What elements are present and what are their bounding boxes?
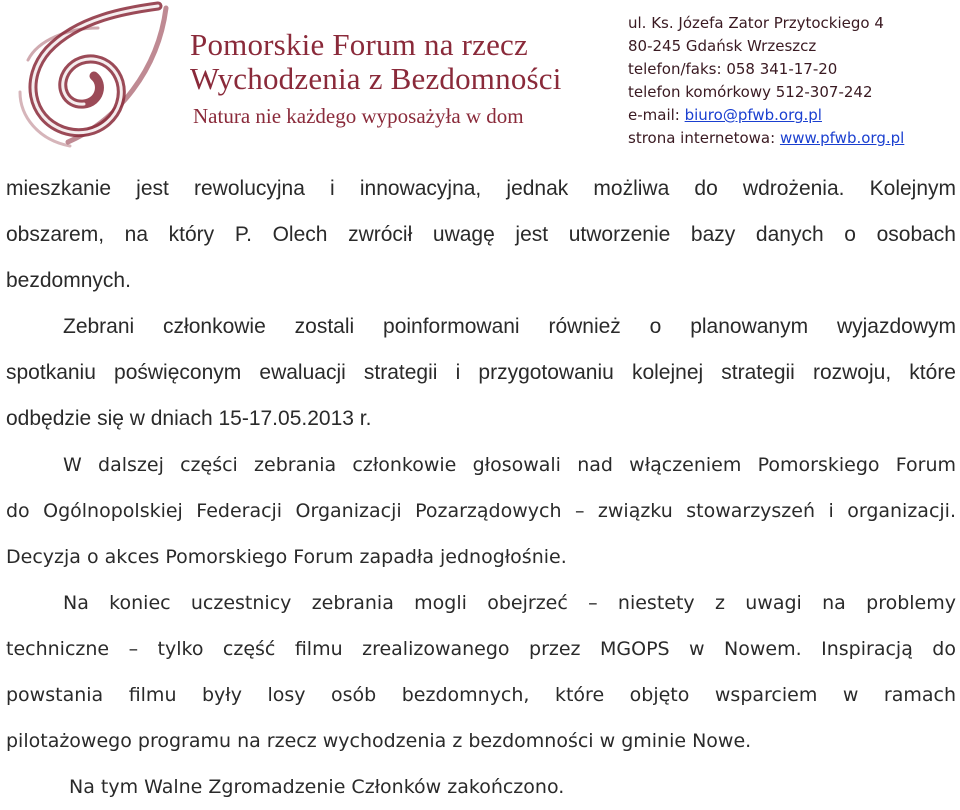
paragraph-line: mieszkanie jest rewolucyjna i innowacyjna, jednak możliwa do wdrożenia. Kolejnym xyxy=(6,177,956,200)
paragraph-line: spotkaniu poświęconym ewaluacji strategii i przygotowaniu kolejnej strategii rozwoju, które xyxy=(6,361,956,384)
website-link[interactable]: www.pfwb.org.pl xyxy=(779,129,905,147)
paragraph-line: pilotażowego programu na rzecz wychodzenia z bezdomności w gminie Nowe. xyxy=(6,730,752,752)
phone-fax: telefon/faks: 058 341-17-20 xyxy=(628,60,838,78)
org-name-line-1: Pomorskie Forum na rzecz xyxy=(190,27,528,62)
org-name-line-2: Wychodzenia z Bezdomności xyxy=(190,61,562,96)
email-link[interactable]: biuro@pfwb.org.pl xyxy=(684,106,822,124)
paragraph-line: obszarem, na który P. Olech zwrócił uwagę jest utworzenie bazy danych o osobach xyxy=(6,223,956,246)
address-line: ul. Ks. Józefa Zator Przytockiego 4 xyxy=(628,14,884,32)
paragraph-line: Zebrani członkowie zostali poinformowani również o planowanym wyjazdowym xyxy=(63,315,956,338)
document-body xyxy=(6,166,956,810)
paragraph-line: bezdomnych. xyxy=(6,269,131,292)
organization-motto: Natura nie każdego wyposażyła w dom xyxy=(193,104,524,128)
paragraph-line: powstania filmu były losy osób bezdomnych, które objęto wsparciem w ramach xyxy=(6,684,956,706)
closing-line: Na tym Walne Zgromadzenie Członków zakończono. xyxy=(69,776,565,798)
paragraph-3 xyxy=(6,442,956,580)
paragraph-line: Decyzja o akces Pomorskiego Forum zapadła jednogłośnie. xyxy=(6,546,567,568)
organization-name xyxy=(190,28,562,96)
paragraph-2 xyxy=(6,304,956,442)
postal-line: 80-245 Gdańsk Wrzeszcz xyxy=(628,37,817,55)
paragraph-line: Na koniec uczestnicy zebrania mogli obejrzeć – niestety z uwagi na problemy xyxy=(63,592,956,614)
mobile-phone: telefon komórkowy 512-307-242 xyxy=(628,83,873,101)
paragraph-line: do Ogólnopolskiej Federacji Organizacji Pozarządowych – związku stowarzyszeń i organizacji. xyxy=(6,500,956,522)
email-label: e-mail: xyxy=(628,106,685,124)
paragraph-4 xyxy=(6,580,956,764)
paragraph-line: W dalszej części zebrania członkowie głosowali nad włączeniem Pomorskiego Forum xyxy=(63,454,956,476)
email-row xyxy=(628,104,904,127)
contact-block xyxy=(628,12,904,150)
shell-logo-icon xyxy=(8,0,180,150)
paragraph-1 xyxy=(6,166,956,304)
letterhead xyxy=(0,0,960,160)
closing-paragraph xyxy=(6,764,956,810)
website-row xyxy=(628,127,904,150)
website-label: strona internetowa: xyxy=(628,129,780,147)
paragraph-line: odbędzie się w dniach 15-17.05.2013 r. xyxy=(6,407,372,430)
paragraph-line: techniczne – tylko część filmu zrealizowanego przez MGOPS w Nowem. Inspiracją do xyxy=(6,638,956,660)
